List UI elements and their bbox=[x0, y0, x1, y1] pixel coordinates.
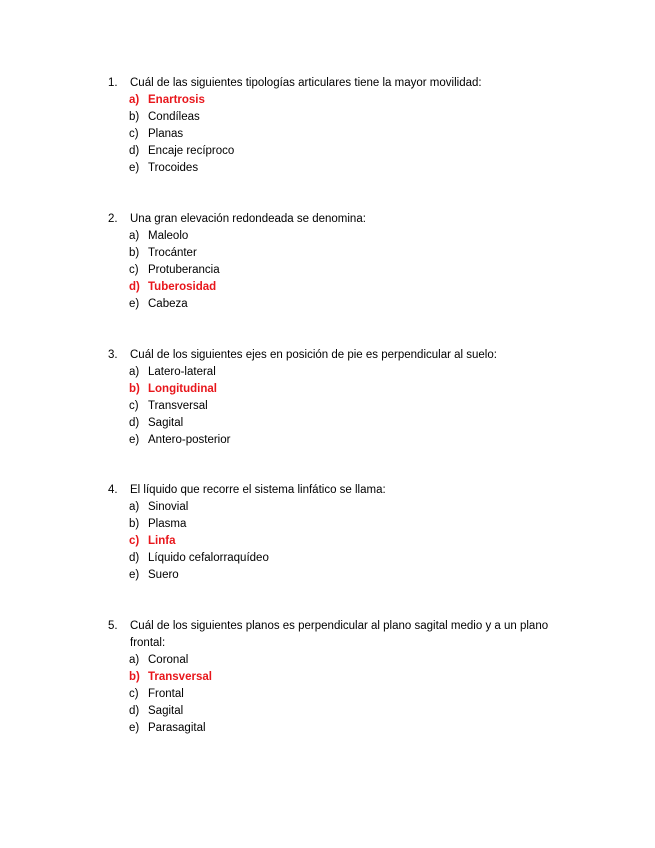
option-text: Plasma bbox=[148, 518, 187, 530]
option-text: Maleolo bbox=[148, 230, 189, 242]
option-text: Cabeza bbox=[148, 298, 188, 310]
option-text: Sagital bbox=[148, 417, 184, 429]
options-list bbox=[108, 228, 568, 313]
option-b bbox=[129, 245, 568, 262]
option-d bbox=[129, 143, 568, 160]
option-b bbox=[129, 109, 568, 126]
option-text: Parasagital bbox=[148, 722, 206, 734]
option-c bbox=[129, 126, 568, 143]
option-e bbox=[129, 432, 568, 449]
option-text: Tuberosidad bbox=[148, 281, 217, 293]
question-text: El líquido que recorre el sistema linfático se llama: bbox=[130, 484, 386, 496]
question-1 bbox=[108, 75, 568, 177]
option-letter: e) bbox=[129, 722, 140, 734]
option-letter: c) bbox=[129, 400, 139, 412]
question-number: 4. bbox=[108, 484, 118, 496]
question-2 bbox=[108, 211, 568, 313]
option-a bbox=[129, 228, 568, 245]
option-text: Sinovial bbox=[148, 501, 189, 513]
option-letter: b) bbox=[129, 247, 140, 259]
option-letter: a) bbox=[129, 94, 140, 106]
question-stem bbox=[108, 347, 568, 364]
question-4 bbox=[108, 482, 568, 584]
option-text: Trocánter bbox=[148, 247, 197, 259]
option-b bbox=[129, 669, 568, 686]
option-c bbox=[129, 686, 568, 703]
option-text: Planas bbox=[148, 128, 184, 140]
question-number: 3. bbox=[108, 349, 118, 361]
option-a bbox=[129, 652, 568, 669]
question-stem bbox=[108, 482, 568, 499]
question-stem bbox=[108, 618, 568, 652]
option-letter: e) bbox=[129, 434, 140, 446]
option-d bbox=[129, 703, 568, 720]
option-letter: e) bbox=[129, 162, 140, 174]
option-b bbox=[129, 516, 568, 533]
option-e bbox=[129, 160, 568, 177]
options-list bbox=[108, 92, 568, 177]
option-a bbox=[129, 364, 568, 381]
question-text: Cuál de los siguientes planos es perpendicular al plano sagital medio y a un plano frontal: bbox=[130, 620, 549, 649]
option-text: Frontal bbox=[148, 688, 184, 700]
option-text: Longitudinal bbox=[148, 383, 217, 395]
option-letter: a) bbox=[129, 230, 140, 242]
option-text: Sagital bbox=[148, 705, 184, 717]
option-text: Transversal bbox=[148, 671, 212, 683]
option-text: Líquido cefalorraquídeo bbox=[148, 552, 269, 564]
option-letter: d) bbox=[129, 705, 140, 717]
question-number: 2. bbox=[108, 213, 118, 225]
option-letter: d) bbox=[129, 552, 140, 564]
question-5 bbox=[108, 618, 568, 737]
option-e bbox=[129, 567, 568, 584]
question-3 bbox=[108, 347, 568, 449]
option-e bbox=[129, 720, 568, 737]
question-text: Cuál de las siguientes tipologías articulares tiene la mayor movilidad: bbox=[130, 77, 482, 89]
option-text: Coronal bbox=[148, 654, 189, 666]
option-text: Antero-posterior bbox=[148, 434, 231, 446]
option-letter: d) bbox=[129, 281, 140, 293]
option-letter: c) bbox=[129, 128, 139, 140]
option-letter: e) bbox=[129, 298, 140, 310]
option-text: Latero-lateral bbox=[148, 366, 216, 378]
option-letter: a) bbox=[129, 654, 140, 666]
option-letter: c) bbox=[129, 264, 139, 276]
option-c bbox=[129, 398, 568, 415]
option-letter: a) bbox=[129, 501, 140, 513]
option-text: Linfa bbox=[148, 535, 176, 547]
option-letter: a) bbox=[129, 366, 140, 378]
options-list bbox=[108, 364, 568, 449]
option-text: Trocoides bbox=[148, 162, 199, 174]
options-list bbox=[108, 652, 568, 737]
option-letter: d) bbox=[129, 145, 140, 157]
option-letter: d) bbox=[129, 417, 140, 429]
option-a bbox=[129, 92, 568, 109]
option-a bbox=[129, 499, 568, 516]
option-letter: b) bbox=[129, 111, 140, 123]
option-letter: c) bbox=[129, 688, 139, 700]
option-text: Suero bbox=[148, 569, 179, 581]
option-letter: b) bbox=[129, 518, 140, 530]
option-e bbox=[129, 296, 568, 313]
question-stem bbox=[108, 75, 568, 92]
option-text: Protuberancia bbox=[148, 264, 220, 276]
option-text: Encaje recíproco bbox=[148, 145, 235, 157]
option-text: Condíleas bbox=[148, 111, 200, 123]
question-stem bbox=[108, 211, 568, 228]
question-text: Cuál de los siguientes ejes en posición de pie es perpendicular al suelo: bbox=[130, 349, 497, 361]
question-number: 5. bbox=[108, 620, 118, 632]
option-letter: b) bbox=[129, 383, 140, 395]
option-letter: c) bbox=[129, 535, 140, 547]
option-d bbox=[129, 550, 568, 567]
option-b bbox=[129, 381, 568, 398]
option-letter: e) bbox=[129, 569, 140, 581]
option-text: Transversal bbox=[148, 400, 208, 412]
option-c bbox=[129, 533, 568, 550]
option-text: Enartrosis bbox=[148, 94, 205, 106]
option-c bbox=[129, 262, 568, 279]
options-list bbox=[108, 499, 568, 584]
option-d bbox=[129, 415, 568, 432]
question-text: Una gran elevación redondeada se denomina: bbox=[130, 213, 366, 225]
option-d bbox=[129, 279, 568, 296]
question-number: 1. bbox=[108, 77, 118, 89]
option-letter: b) bbox=[129, 671, 140, 683]
